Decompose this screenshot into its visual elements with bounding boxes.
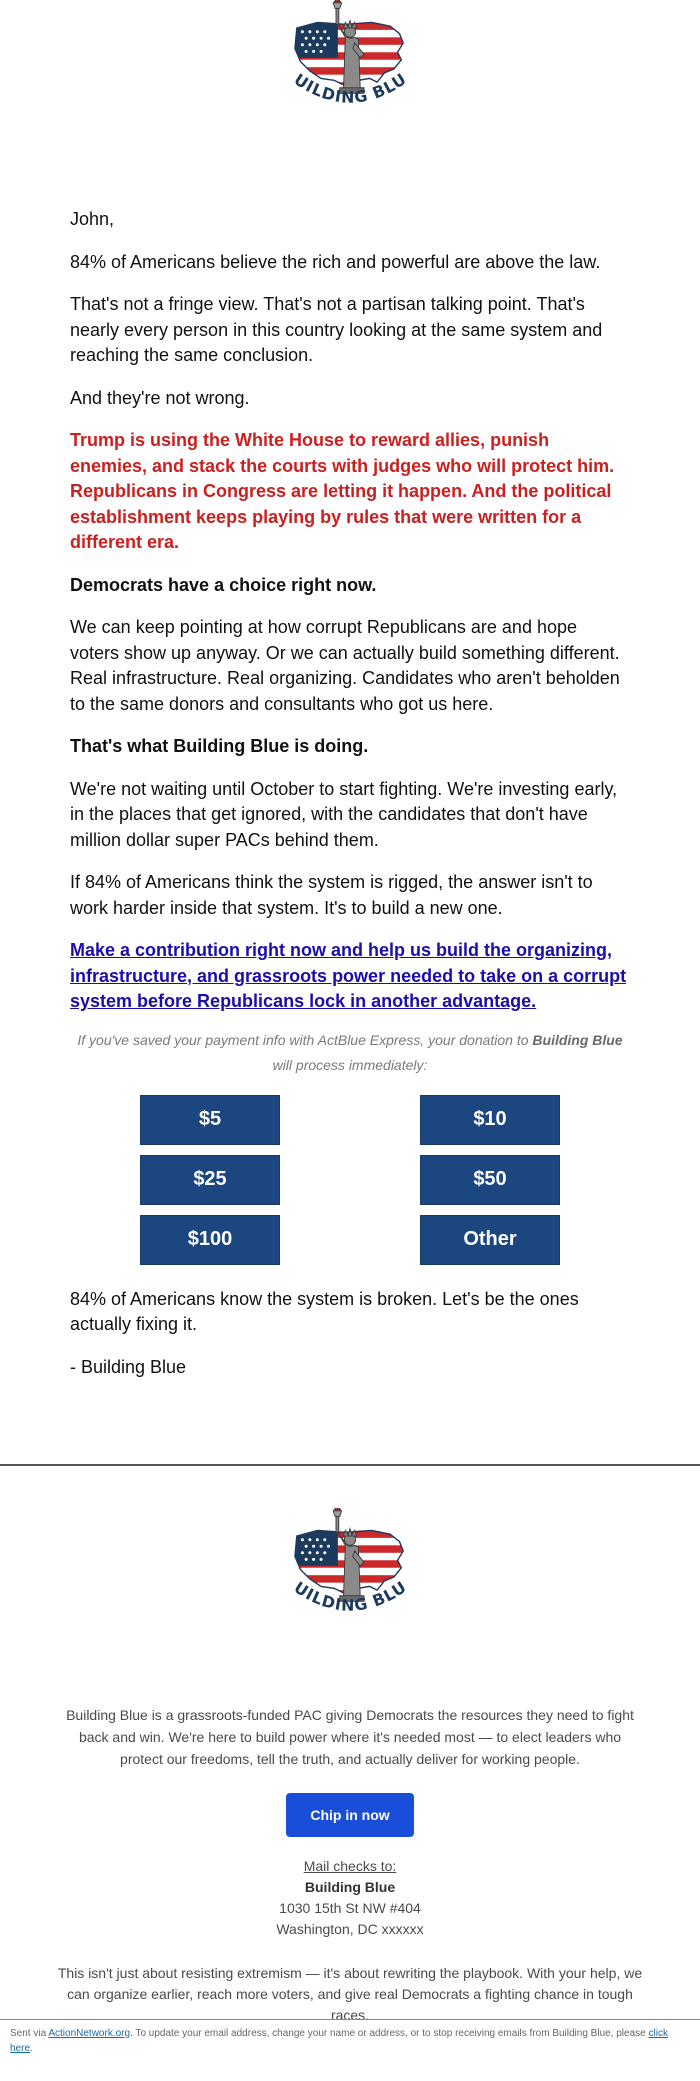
chip-in-wrap — [0, 1793, 700, 1837]
donate-100-button[interactable]: $100 — [140, 1215, 280, 1265]
paragraph-red-highlight: Trump is using the White House to reward allies, punish enemies, and stack the courts with judges who will protect him. Republicans in Congress are letting it happen. And the political establishment keeps playing by rules that were written for a different era. — [70, 430, 615, 552]
closing-paragraph: 84% of Americans know the system is broken. Let's be the ones actually fixing it. — [70, 1288, 579, 1334]
email-body — [70, 160, 630, 1380]
contribution-link[interactable]: Make a contribution right now and help us build the organizing, infrastructure, and grassroots power needed to take on a corrupt system before Republicans lock in another advantage. — [70, 940, 627, 1011]
paragraph-6: We can keep pointing at how corrupt Republicans are and hope voters show up anyway. Or we can actually build something different. Real infrastructure. Real organizing. Candidates who aren't beholden to the same donors and consultants who got us here. — [70, 617, 620, 714]
donate-50-button[interactable]: $50 — [420, 1155, 560, 1205]
paragraph-1: 84% of Americans believe the rich and powerful are above the law. — [70, 251, 601, 272]
paragraph-8: We're not waiting until October to start fighting. We're investing early, in the places that get ignored, with the candidates that don't have million dollar super PACs behind them. — [70, 778, 618, 850]
unsubscribe-bar — [0, 2019, 700, 2056]
building-blue-footer-logo — [280, 1508, 420, 1620]
donation-button-grid — [70, 1095, 630, 1265]
sent-via-pre: Sent via — [10, 2028, 49, 2039]
signoff: - Building Blue — [70, 1356, 187, 1377]
donate-25-button[interactable]: $25 — [140, 1155, 280, 1205]
mail-address-line2: Washington, DC xxxxxx — [276, 1921, 424, 1937]
header-logo-wrap — [0, 0, 700, 160]
mail-checks-label: Mail checks to: — [303, 1858, 397, 1874]
footer-logo-wrap — [0, 1466, 700, 1686]
paragraph-bold-building-blue: That's what Building Blue is doing. — [70, 736, 369, 756]
actionnetwork-link[interactable]: ActionNetwork.org — [48, 2028, 131, 2039]
actblue-express-note — [70, 1028, 630, 1078]
greeting: John, — [70, 209, 115, 229]
paragraph-9: If 84% of Americans think the system is rigged, the answer isn't to work harder inside that system. It's to build a new one. — [70, 872, 593, 918]
click-here-link[interactable]: click here — [10, 2028, 668, 2054]
express-note-org: Building Blue — [532, 1031, 623, 1048]
donate-other-button[interactable]: Other — [420, 1215, 560, 1265]
sent-via-mid: . To update your email address, change your name or address, or to stop receiving emails from Building Blue, please — [130, 2028, 649, 2039]
mail-org-name: Building Blue — [304, 1879, 396, 1895]
chip-in-button[interactable]: Chip in now — [286, 1793, 414, 1837]
donate-10-button[interactable]: $10 — [420, 1095, 560, 1145]
paragraph-2: That's not a fringe view. That's not a partisan talking point. That's nearly every person in this country looking at the same system and reaching the same conclusion. — [70, 294, 603, 365]
express-note-pre: If you've saved your payment info with ActBlue Express, your donation to — [77, 1031, 533, 1048]
paragraph-bold-choice: Democrats have a choice right now. — [70, 574, 377, 595]
sent-via-end: . — [30, 2043, 33, 2054]
mail-checks-block — [0, 1856, 700, 1940]
footer-closing-text: This isn't just about resisting extremism — it's about rewriting the playbook. With your help, we can organize earlier, reach more voters, and give real Democrats a fighting chance in tough races. — [57, 1965, 643, 2023]
footer-about-text: Building Blue is a grassroots-funded PAC giving Democrats the resources they need to fight back and win. We're here to build power where it's needed most — to elect leaders who protect our freedoms, tell the truth, and actually deliver for working people. — [66, 1707, 634, 1767]
express-note-post: will process immediately: — [272, 1056, 428, 1073]
building-blue-logo — [280, 0, 420, 112]
footer — [0, 1466, 700, 2026]
paragraph-3: And they're not wrong. — [70, 387, 250, 408]
mail-address-line1: 1030 15th St NW #404 — [279, 1900, 421, 1916]
donate-5-button[interactable]: $5 — [140, 1095, 280, 1145]
